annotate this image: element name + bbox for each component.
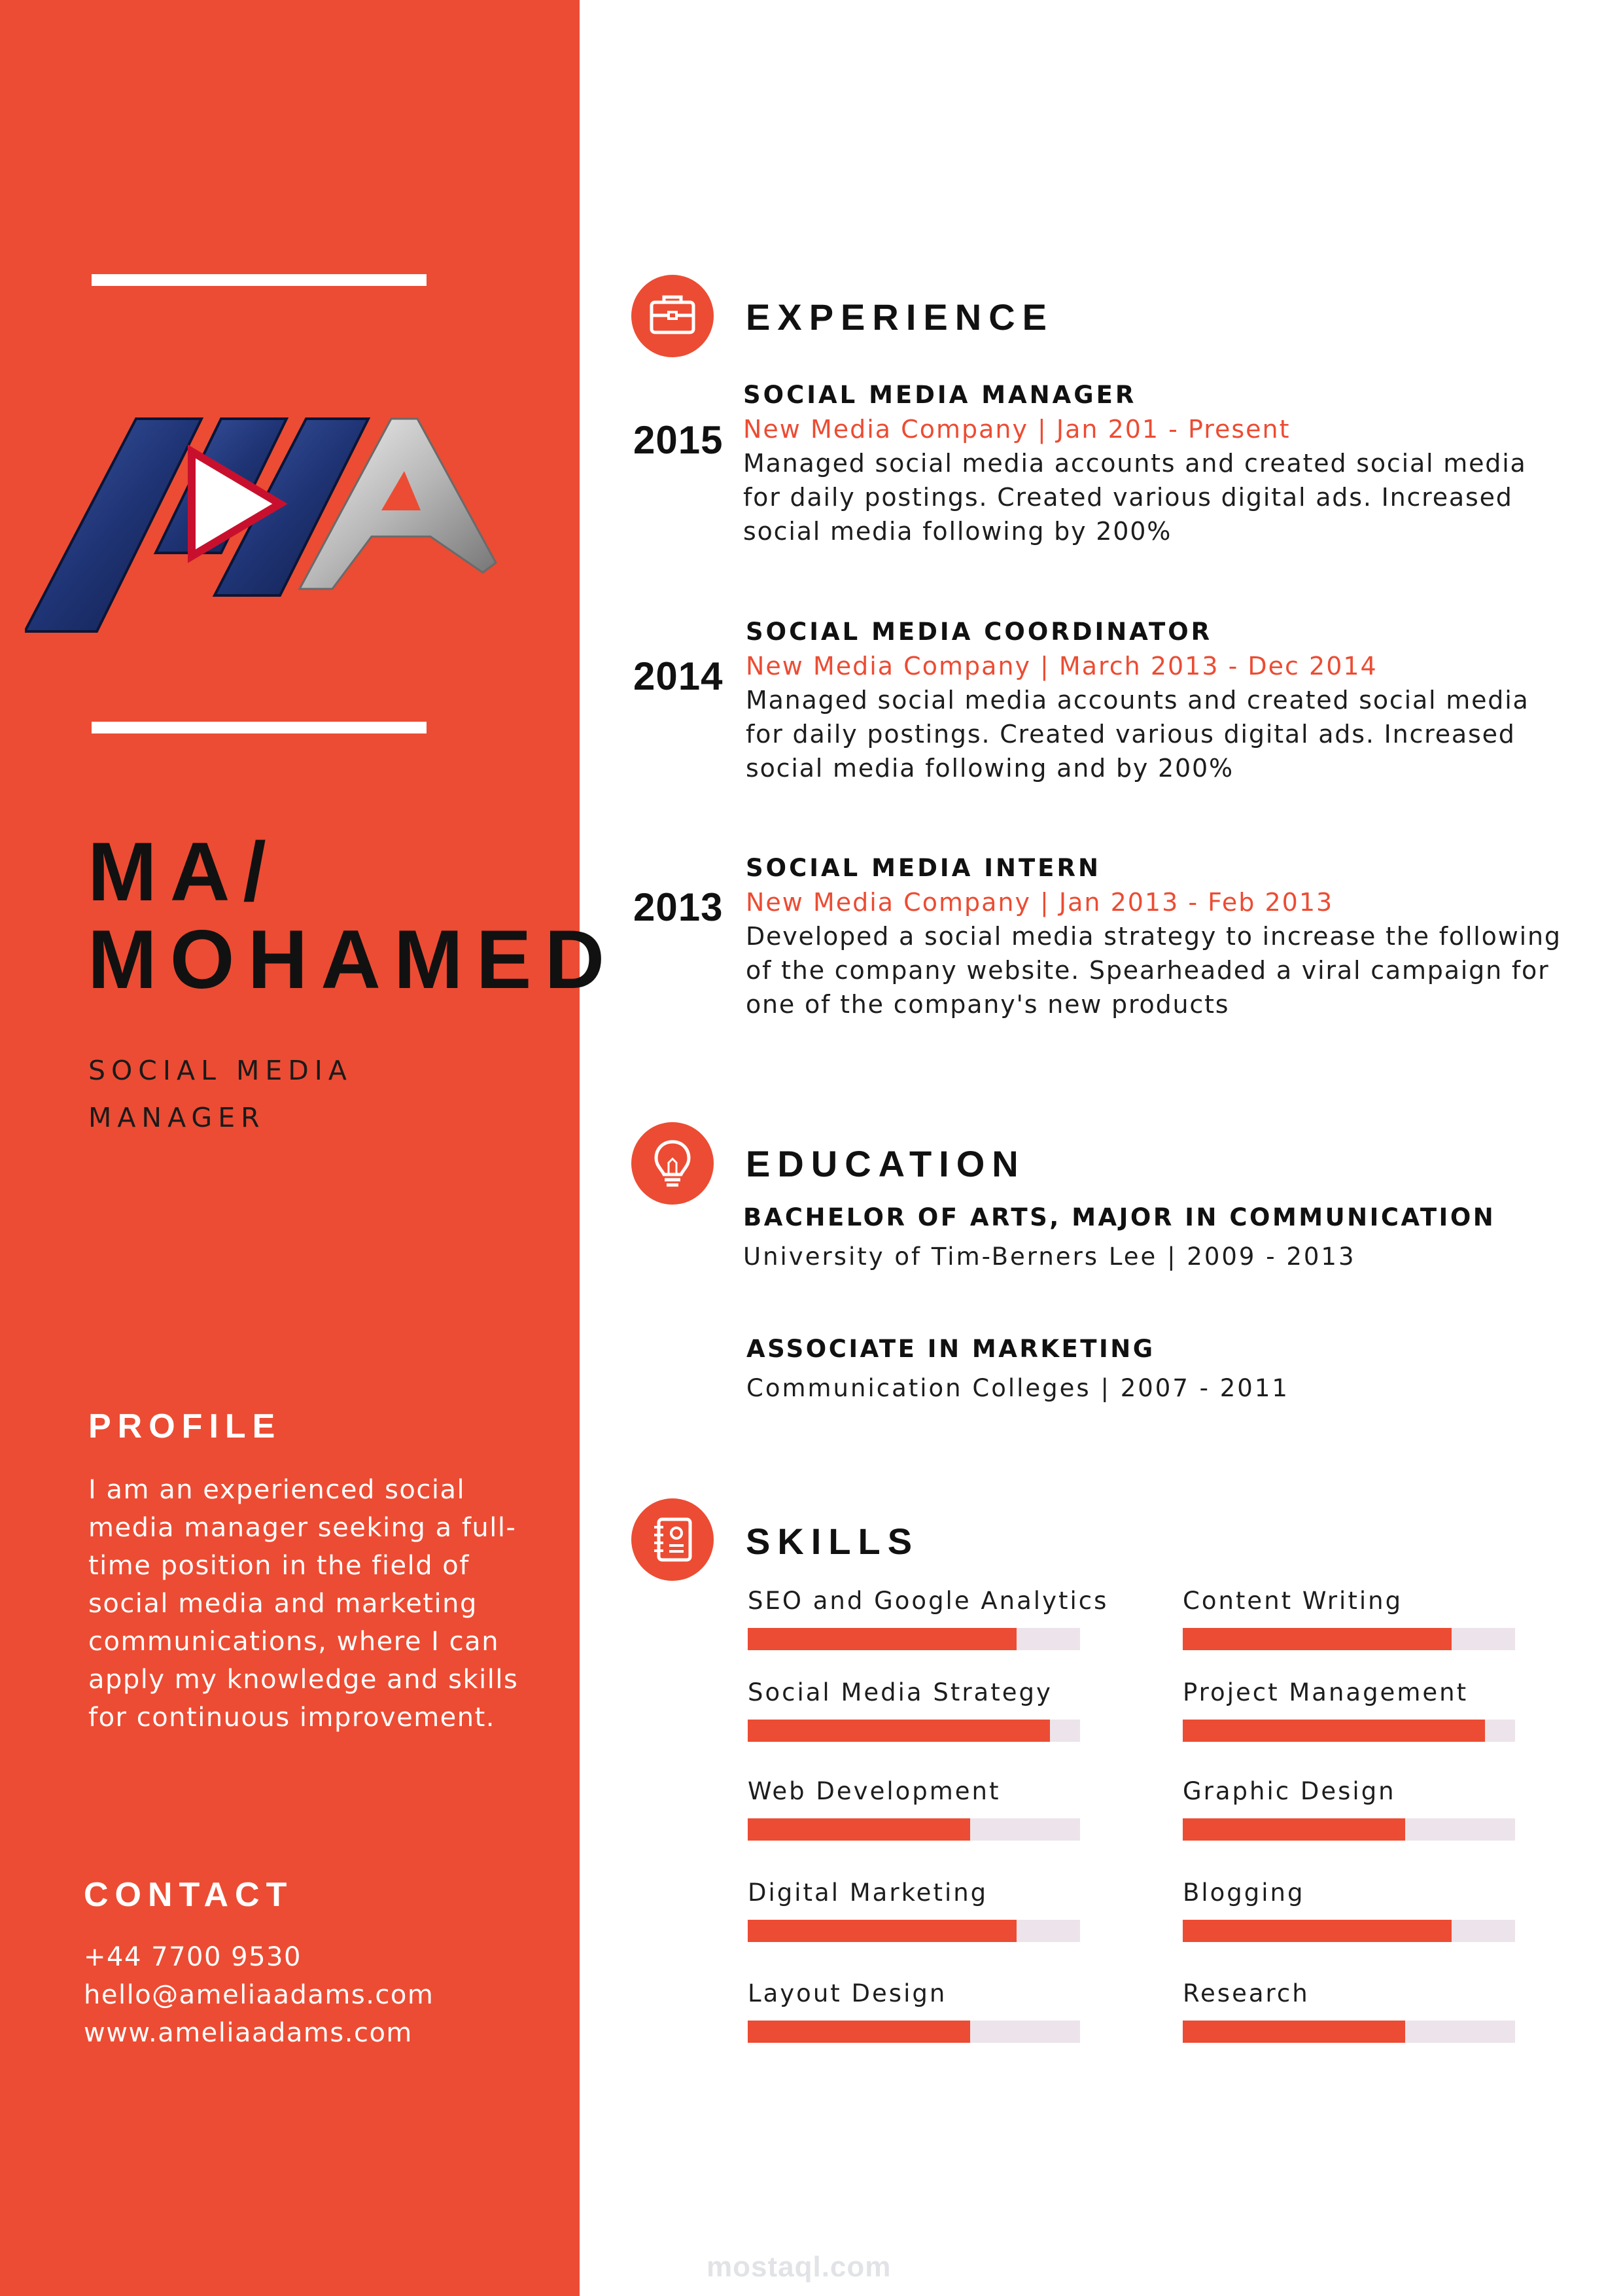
- skill-label: SEO and Google Analytics: [748, 1587, 1109, 1615]
- skill-bar-fill: [748, 1818, 970, 1841]
- contact-website[interactable]: www.ameliaadams.com: [84, 2018, 413, 2048]
- skill-bar-fill: [1183, 1628, 1452, 1650]
- job-description: Managed social media accounts and created social media for daily postings. Created various digital ads. Increased social media following and by 200%: [746, 686, 1529, 783]
- job-entry: [743, 378, 1567, 548]
- education-school: Communication Colleges | 2007 - 2011: [746, 1374, 1289, 1402]
- profile-heading: PROFILE: [88, 1407, 282, 1445]
- skill-bar-track: [1183, 1628, 1515, 1650]
- skill-label: Project Management: [1183, 1678, 1469, 1706]
- job-entry: [746, 851, 1570, 1021]
- mostaql-watermark: [707, 2251, 891, 2284]
- skill-label: Web Development: [748, 1777, 1001, 1805]
- job-company: New Media Company | Jan 2013 - Feb 2013: [746, 888, 1334, 917]
- skills-heading: SKILLS: [746, 1521, 920, 1562]
- job-title: SOCIAL MEDIA COORDINATOR: [746, 618, 1213, 646]
- contact-email[interactable]: hello@ameliaadams.com: [84, 1980, 434, 2010]
- contact-list: [84, 1938, 555, 2052]
- skill-item: [1183, 1777, 1523, 1841]
- skill-item: [1183, 1879, 1523, 1942]
- job-entry: [746, 615, 1570, 785]
- skill-bar-track: [748, 1628, 1080, 1650]
- job-title: SOCIAL MEDIA MANAGER: [743, 381, 1137, 409]
- education-entry: [743, 1201, 1594, 1274]
- skill-label: Digital Marketing: [748, 1879, 988, 1907]
- skill-bar-track: [1183, 2021, 1515, 2043]
- education-heading: EDUCATION: [746, 1143, 1026, 1184]
- skill-item: [748, 1979, 1088, 2043]
- profile-text: I am an experienced social media manager seeking a full-time position in the field of social media and marketing communications, where I can apply my knowledge and skills for continuous improvement.: [88, 1475, 519, 1733]
- job-year: 2014: [633, 654, 724, 698]
- job-description: Developed a social media strategy to increase the following of the company website. Spearheaded a viral campaign for one of the company's new products: [746, 922, 1562, 1019]
- skill-bar-track: [748, 1720, 1080, 1742]
- education-school: University of Tim-Berners Lee | 2009 - 2013: [743, 1243, 1356, 1271]
- skill-item: [1183, 1979, 1523, 2043]
- name-line-2: MOHAMED: [88, 913, 618, 1006]
- job-company: New Media Company | March 2013 - Dec 2014: [746, 652, 1378, 680]
- education-entry: [746, 1332, 1597, 1405]
- lightbulb-icon: [631, 1122, 714, 1205]
- name-line-1: MA/: [88, 825, 279, 918]
- sidebar: [0, 0, 618, 2296]
- skill-bar-fill: [748, 1628, 1017, 1650]
- skill-bar-track: [748, 1818, 1080, 1841]
- contact-heading: CONTACT: [84, 1876, 294, 1914]
- skill-item: [748, 1587, 1109, 1650]
- role-line-1: SOCIAL MEDIA: [88, 1055, 353, 1086]
- skill-bar-fill: [1183, 2021, 1405, 2043]
- skill-bar-track: [748, 1920, 1080, 1942]
- job-year: 2013: [633, 885, 724, 929]
- watermark-text: mostaql.com: [707, 2251, 892, 2283]
- education-degree: BACHELOR OF ARTS, MAJOR IN COMMUNICATION: [743, 1203, 1496, 1231]
- top-divider: [92, 274, 427, 286]
- skill-item: [1183, 1587, 1523, 1650]
- skill-label: Content Writing: [1183, 1587, 1403, 1615]
- bottom-divider: [92, 722, 427, 733]
- education-degree: ASSOCIATE IN MARKETING: [746, 1335, 1155, 1363]
- skill-bar-fill: [748, 1920, 1017, 1942]
- job-description: Managed social media accounts and created social media for daily postings. Created various digital ads. Increased social media following by 200%: [743, 449, 1527, 546]
- skill-label: Social Media Strategy: [748, 1678, 1053, 1706]
- candidate-role: [88, 1047, 481, 1141]
- briefcase-icon: [631, 275, 714, 357]
- skill-label: Research: [1183, 1979, 1310, 2007]
- skill-label: Layout Design: [748, 1979, 947, 2007]
- job-title: SOCIAL MEDIA INTERN: [746, 854, 1101, 882]
- job-year: 2015: [633, 418, 724, 462]
- skill-bar-track: [748, 2021, 1080, 2043]
- skill-bar-track: [1183, 1720, 1515, 1742]
- experience-heading: EXPERIENCE: [746, 296, 1054, 338]
- ma-logo: [25, 406, 501, 641]
- skill-bar-track: [1183, 1818, 1515, 1841]
- skill-bar-fill: [748, 1720, 1050, 1742]
- candidate-name: [88, 825, 618, 1006]
- job-company: New Media Company | Jan 201 - Present: [743, 415, 1291, 444]
- skill-bar-fill: [1183, 1720, 1485, 1742]
- skill-label: Blogging: [1183, 1879, 1305, 1907]
- notebook-icon: [631, 1498, 714, 1581]
- role-line-2: MANAGER: [88, 1102, 266, 1133]
- skill-item: [1183, 1678, 1523, 1742]
- skill-bar-fill: [1183, 1920, 1452, 1942]
- skill-bar-track: [1183, 1920, 1515, 1942]
- skill-label: Graphic Design: [1183, 1777, 1396, 1805]
- skill-item: [748, 1879, 1088, 1942]
- skill-bar-fill: [748, 2021, 970, 2043]
- skill-item: [748, 1678, 1088, 1742]
- contact-phone[interactable]: +44 7700 9530: [84, 1942, 302, 1972]
- skill-bar-fill: [1183, 1818, 1405, 1841]
- skill-item: [748, 1777, 1088, 1841]
